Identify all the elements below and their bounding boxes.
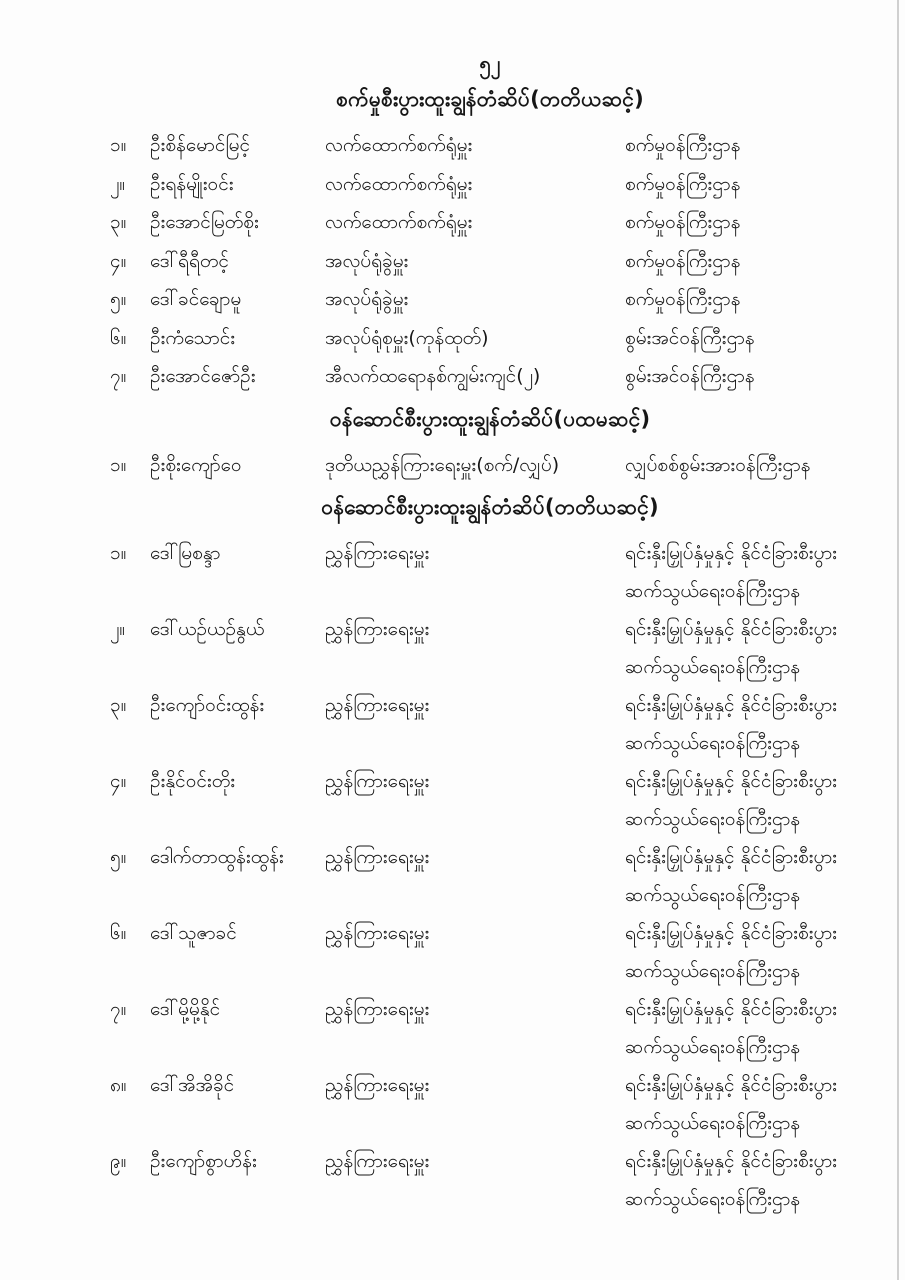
table-row (110, 838, 890, 914)
ministry-line: စက်မှုဝန်ကြီးဌာန (625, 172, 741, 195)
row-number: ၆။ (110, 922, 127, 944)
row-name: ဦးကျော်စွာဟိန်း (150, 1150, 257, 1172)
row-position: လက်ထောက်စက်ရုံမှူး (325, 134, 473, 156)
row-ministry (625, 1066, 890, 1142)
table-row (110, 203, 890, 242)
section-rows (110, 446, 890, 485)
row-number: ၇။ (110, 365, 127, 387)
row-number: ၁။ (110, 542, 127, 564)
ministry-line: ရင်းနှီးမြှုပ်နှံမှုနှင့် နိုင်ငံခြားစီးပွား (625, 542, 837, 564)
ministry-line: စွမ်းအင်ဝန်ကြီးဌာန (625, 365, 755, 387)
section-title: ဝန်ဆောင်စီးပွားထူးချွန်တံဆိပ်(ပထမဆင့်) (329, 406, 651, 431)
ministry-line: ရင်းနှီးမြှုပ်နှံမှုနှင့် နိုင်ငံခြားစီးပွား (625, 1150, 837, 1172)
page-number: ၅၂ (479, 51, 501, 75)
ministry-line: စက်မှုဝန်ကြီးဌာန (625, 134, 741, 156)
row-ministry (625, 165, 890, 203)
ministry-line: ရင်းနှီးမြှုပ်နှံမှုနှင့် နိုင်ငံခြားစီးပွား (625, 1074, 837, 1096)
table-row (110, 534, 890, 610)
row-ministry (625, 280, 890, 318)
table-row (110, 319, 890, 358)
ministry-line: ဆက်သွယ်ရေးဝန်ကြီးဌာန (625, 884, 801, 906)
row-position: ညွှန်ကြားရေးမှူး (325, 1074, 430, 1096)
row-position: ညွှန်ကြားရေးမှူး (325, 694, 430, 716)
ministry-line: ရင်းနှီးမြှုပ်နှံမှုနှင့် နိုင်ငံခြားစီးပွား (625, 998, 837, 1020)
row-number: ၆။ (110, 326, 127, 349)
ministry-line: ဆက်သွယ်ရေးဝန်ကြီးဌာန (625, 808, 801, 830)
row-name: ဒေါ်ရီရီတင့် (150, 249, 229, 272)
section-rows (110, 126, 890, 396)
table-row (110, 914, 890, 990)
ministry-line: ဆက်သွယ်ရေးဝန်ကြီးဌာန (625, 732, 801, 754)
row-ministry (625, 1142, 890, 1218)
table-row (110, 446, 890, 485)
row-ministry (625, 446, 890, 484)
row-position: ညွှန်ကြားရေးမှူး (325, 922, 430, 944)
row-number: ၁။ (110, 453, 127, 476)
row-name: ဦးကံသောင်း (150, 326, 236, 349)
row-position: ညွှန်ကြားရေးမှူး (325, 998, 430, 1020)
ministry-line: စွမ်းအင်ဝန်ကြီးဌာန (625, 326, 755, 349)
row-name: ဦးအောင်ဇော်ဦး (150, 365, 256, 387)
row-name: ဒေါ်မို့မို့နိုင် (150, 998, 221, 1020)
row-ministry (625, 203, 890, 241)
row-number: ၂။ (110, 172, 126, 195)
row-name: ဒေါ်ယဉ်ယဉ်နွယ် (150, 618, 265, 640)
table-row (110, 165, 890, 204)
row-number: ၁။ (110, 134, 127, 156)
row-position: ညွှန်ကြားရေးမှူး (325, 770, 430, 792)
row-position: ညွှန်ကြားရေးမှူး (325, 618, 430, 640)
table-row (110, 126, 890, 165)
section-title: စက်မှုစီးပွားထူးချွန်တံဆိပ်(တတိယဆင့်) (336, 87, 644, 111)
row-name: ဒေါ်မြစန္ဒာ (150, 542, 221, 564)
row-number: ၅။ (110, 288, 127, 310)
ministry-line: ရင်းနှီးမြှုပ်နှံမှုနှင့် နိုင်ငံခြားစီးပွား (625, 922, 837, 944)
ministry-line: လျှပ်စစ်စွမ်းအားဝန်ကြီးဌာန (625, 453, 811, 476)
row-name: ဦးရန်မျိုးဝင်း (150, 172, 234, 195)
row-number: ၂။ (110, 618, 126, 640)
row-ministry (625, 686, 890, 762)
ministry-line: စက်မှုဝန်ကြီးဌာန (625, 249, 741, 272)
ministry-line: ရင်းနှီးမြှုပ်နှံမှုနှင့် နိုင်ငံခြားစီးပွား (625, 846, 837, 868)
table-row (110, 686, 890, 762)
row-number: ၇။ (110, 998, 127, 1020)
row-name: ဦးကျော်ဝင်းထွန်း (150, 694, 265, 716)
ministry-line: စက်မှုဝန်ကြီးဌာန (625, 288, 741, 310)
ministry-line: ဆက်သွယ်ရေးဝန်ကြီးဌာန (625, 656, 801, 678)
table-row (110, 280, 890, 319)
table-row (110, 242, 890, 281)
row-ministry (625, 242, 890, 280)
row-name: ဒေါ်ခင်ချောမူ (150, 288, 242, 310)
section-rows (110, 534, 890, 1218)
ministry-line: ရင်းနှီးမြှုပ်နှံမှုနှင့် နိုင်ငံခြားစီးပွား (625, 618, 837, 640)
section-title: ဝန်ဆောင်စီးပွားထူးချွန်တံဆိပ်(တတိယဆင့်) (321, 495, 659, 519)
row-position: ဒုတိယညွှန်ကြားရေးမှူး(စက်/လျှပ်) (325, 453, 560, 476)
ministry-line: ရင်းနှီးမြှုပ်နှံမှုနှင့် နိုင်ငံခြားစီးပွား (625, 694, 837, 716)
row-name: ဒေါ်အိအိခိုင် (150, 1074, 235, 1096)
row-ministry (625, 990, 890, 1066)
row-position: အီလက်ထရောနစ်ကျွမ်းကျင်(၂) (325, 365, 541, 387)
row-name: ဦးစိန်မောင်မြင့် (150, 134, 250, 156)
row-ministry (625, 762, 890, 838)
row-position: ညွှန်ကြားရေးမှူး (325, 846, 430, 868)
sections-container (0, 84, 905, 1218)
table-row (110, 762, 890, 838)
row-position: ညွှန်ကြားရေးမှူး (325, 542, 430, 564)
row-number: ၈။ (110, 1074, 127, 1096)
row-name: ဒေါ်သူဇာခင် (150, 922, 237, 944)
row-number: ၄။ (110, 770, 127, 792)
row-name: ဦးအောင်မြတ်စိုး (150, 211, 259, 233)
ministry-line: ဆက်သွယ်ရေးဝန်ကြီးဌာန (625, 1036, 801, 1058)
row-name: ဒေါက်တာထွန်းထွန်း (150, 846, 284, 868)
ministry-line: ဆက်သွယ်ရေးဝန်ကြီးဌာန (625, 580, 801, 602)
table-row (110, 1066, 890, 1142)
row-position: အလုပ်ရုံခွဲမှူး (325, 288, 409, 310)
row-position: လက်ထောက်စက်ရုံမှူး (325, 211, 473, 233)
row-number: ၃။ (110, 211, 127, 233)
row-position: အလုပ်ရုံစုမှူး(ကုန်ထုတ်) (325, 326, 489, 349)
row-ministry (625, 319, 890, 357)
row-name: ဦးစိုးကျော်ဝေ (150, 453, 242, 476)
row-position: ညွှန်ကြားရေးမှူး (325, 1150, 430, 1172)
row-ministry (625, 838, 890, 914)
table-row (110, 357, 890, 396)
row-position: အလုပ်ရုံခွဲမှူး (325, 249, 409, 272)
table-row (110, 990, 890, 1066)
row-ministry (625, 610, 890, 686)
row-position: လက်ထောက်စက်ရုံမှူး (325, 172, 473, 195)
row-name: ဦးနိုင်ဝင်းတိုး (150, 770, 236, 792)
ministry-line: စက်မှုဝန်ကြီးဌာန (625, 211, 741, 233)
row-ministry (625, 126, 890, 164)
table-row (110, 1142, 890, 1218)
table-row (110, 610, 890, 686)
ministry-line: ဆက်သွယ်ရေးဝန်ကြီးဌာန (625, 1188, 801, 1210)
row-number: ၃။ (110, 694, 127, 716)
row-ministry (625, 534, 890, 610)
ministry-line: ရင်းနှီးမြှုပ်နှံမှုနှင့် နိုင်ငံခြားစီးပွား (625, 770, 837, 792)
row-number: ၅။ (110, 846, 127, 868)
ministry-line: ဆက်သွယ်ရေးဝန်ကြီးဌာန (625, 1112, 801, 1134)
row-ministry (625, 357, 890, 395)
row-number: ၉။ (110, 1150, 127, 1172)
row-number: ၄။ (110, 249, 127, 272)
ministry-line: ဆက်သွယ်ရေးဝန်ကြီးဌာန (625, 960, 801, 982)
row-ministry (625, 914, 890, 990)
